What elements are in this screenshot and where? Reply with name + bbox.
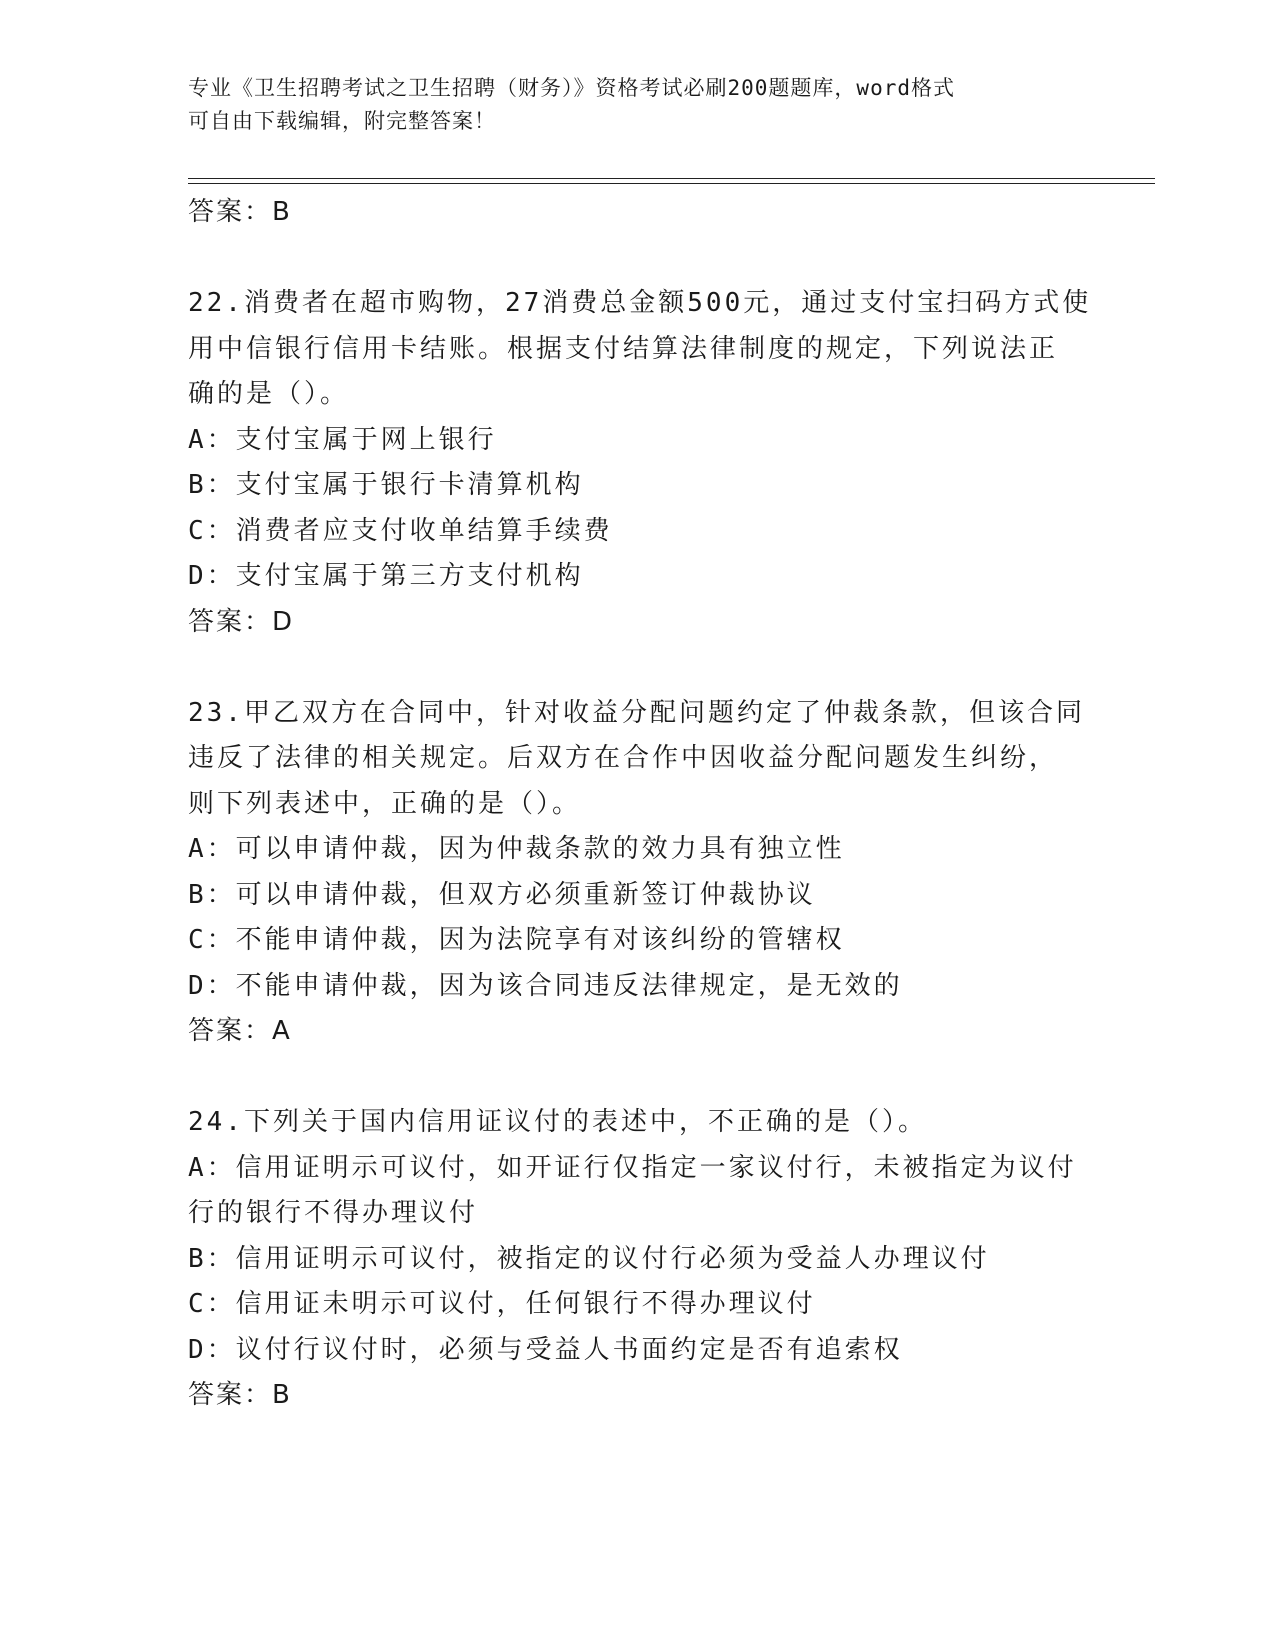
answer: 答案：B	[188, 1380, 292, 1410]
question-stem-line: 24.下列关于国内信用证议付的表述中，不正确的是（）。	[188, 1107, 927, 1137]
option-a-continued: 行的银行不得办理议付	[188, 1198, 479, 1228]
option-b: B：可以申请仲裁，但双方必须重新签订仲裁协议	[188, 879, 816, 910]
question-stem-line: 22.消费者在超市购物，27消费总金额500元，通过支付宝扫码方式使	[188, 288, 1092, 318]
answer: 答案：D	[188, 606, 295, 637]
question-stem-line: 用中信银行信用卡结账。根据支付结算法律制度的规定，下列说法正	[188, 333, 1059, 364]
option-c: C：信用证未明示可议付，任何银行不得办理议付	[188, 1289, 816, 1319]
option-a: A：支付宝属于网上银行	[188, 424, 497, 455]
header-rule-bottom	[188, 183, 1155, 184]
header-rule-top	[188, 178, 1155, 179]
option-d: D：议付行议付时，必须与受益人书面约定是否有追索权	[188, 1334, 903, 1365]
option-a: A：可以申请仲裁，因为仲裁条款的效力具有独立性	[188, 834, 845, 864]
option-c: C：消费者应支付收单结算手续费	[188, 515, 613, 546]
document-body	[188, 190, 1092, 1419]
question-stem-line: 则下列表述中，正确的是（）。	[188, 788, 582, 819]
option-d: D：支付宝属于第三方支付机构	[188, 561, 584, 591]
option-b: B：支付宝属于银行卡清算机构	[188, 470, 584, 500]
question-stem-line: 确的是（）。	[188, 379, 350, 409]
header-line-1: 专业《卫生招聘考试之卫生招聘（财务）》资格考试必刷200题题库，word格式	[188, 76, 955, 100]
previous-answer: 答案：B	[188, 197, 292, 227]
answer: 答案：A	[188, 1016, 292, 1046]
header-line-2: 可自由下载编辑，附完整答案！	[188, 109, 496, 133]
page-header	[188, 72, 1088, 138]
question-stem-line: 23.甲乙双方在合同中，针对收益分配问题约定了仲裁条款，但该合同	[188, 697, 1085, 728]
option-c: C：不能申请仲裁，因为法院享有对该纠纷的管辖权	[188, 925, 845, 955]
option-b: B：信用证明示可议付，被指定的议付行必须为受益人办理议付	[188, 1243, 990, 1274]
option-a: A：信用证明示可议付，如开证行仅指定一家议付行，未被指定为议付	[188, 1152, 1077, 1183]
option-d: D：不能申请仲裁，因为该合同违反法律规定，是无效的	[188, 970, 903, 1001]
question-23	[188, 691, 1088, 1055]
question-stem-line: 违反了法律的相关规定。后双方在合作中因收益分配问题发生纠纷，	[188, 743, 1059, 773]
question-24	[188, 1100, 1088, 1419]
question-22	[188, 281, 1092, 645]
